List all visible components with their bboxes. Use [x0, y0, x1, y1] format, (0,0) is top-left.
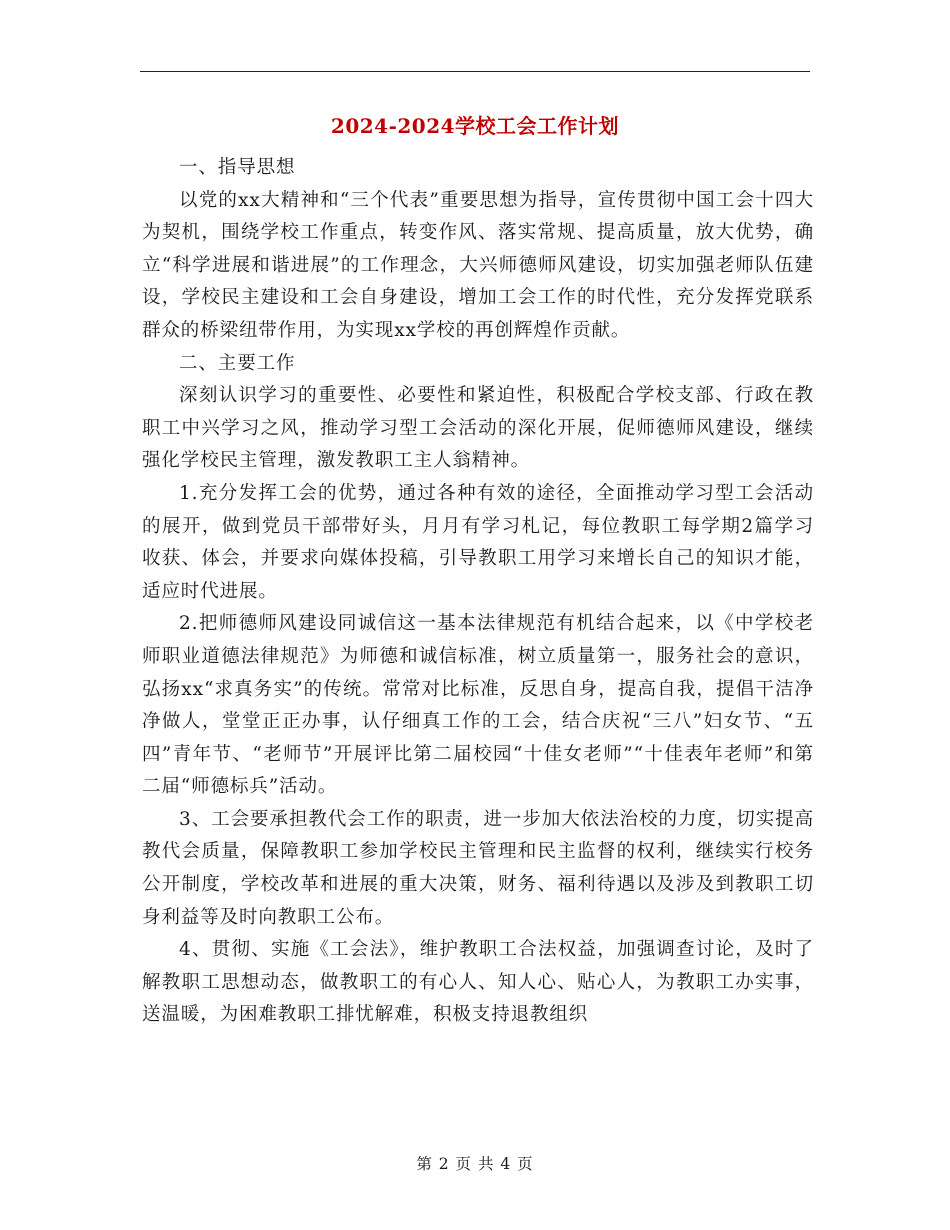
paragraph-item-3: 3、工会要承担教代会工作的职责，进一步加大依法治校的力度，切实提高教代会质量，保障教职工参加学校民主管理和民主监督的权利，继续实行校务公开制度，学校改革和进展的重大决策，财务、福利待遇以及涉及到教职工切身利益等及时向教职工公布。 — [142, 808, 814, 928]
paragraph-main-work-intro: 深刻认识学习的重要性、必要性和紧迫性，积极配合学校支部、行政在教职工中兴学习之风，推动学习型工会活动的深化开展，促师德师风建设，继续强化学校民主管理，激发教职工主人翁精神。 — [142, 385, 814, 472]
paragraph-item-1: 1.充分发挥工会的优势，通过各种有效的途径，全面推动学习型工会活动的展开，做到党员干部带好头，月月有学习札记，每位教职工每学期2篇学习收获、体会，并要求向媒体投稿，引导教职工用学习来增长自己的知识才能，适应时代进展。 — [142, 482, 814, 602]
paragraph-item-2: 2.把师德师风建设同诚信这一基本法律规范有机结合起来，以《中学校老师职业道德法律规范》为师德和诚信标准，树立质量第一，服务社会的意识，弘扬xx“求真务实”的传统。常常对比标准，反思自身，提高自我，提倡干洁净净做人，堂堂正正办事，认仔细真工作的工会，结合庆祝“三八”妇女节、“五四”青年节、“老师节”开展评比第二届校园“十佳女老师”“十佳表年老师”和第二届“师德标兵”活动。 — [142, 613, 814, 798]
section-heading-guiding-ideology: 一、指导思想 — [179, 157, 296, 178]
section-heading-main-work: 二、主要工作 — [179, 352, 296, 374]
document-body — [142, 152, 814, 1032]
paragraph-guiding-ideology: 以党的xx大精神和“三个代表”重要思想为指导，宣传贯彻中国工会十四大为契机，围绕学校工作重点，转变作风、落实常规、提高质量，放大优势，确立“科学进展和谐进展”的工作理念，大兴师德师风建设，切实加强老师队伍建设，学校民主建设和工会自身建设，增加工会工作的时代性，充分发挥党联系群众的桥梁纽带作用，为实现xx学校的再创辉煌作贡献。 — [142, 189, 814, 341]
paragraph-item-4: 4、贯彻、实施《工会法》，维护教职工合法权益，加强调查讨论，及时了解教职工思想动态，做教职工的有心人、知人心、贴心人，为教职工办实事，送温暖，为困难教职工排忧解难，积极支持退教组织 — [142, 939, 814, 1026]
page-number-footer: 第 2 页 共 4 页 — [416, 1155, 534, 1173]
document-title: 2024-2024学校工会工作计划 — [330, 114, 620, 138]
header-rule — [140, 71, 810, 72]
